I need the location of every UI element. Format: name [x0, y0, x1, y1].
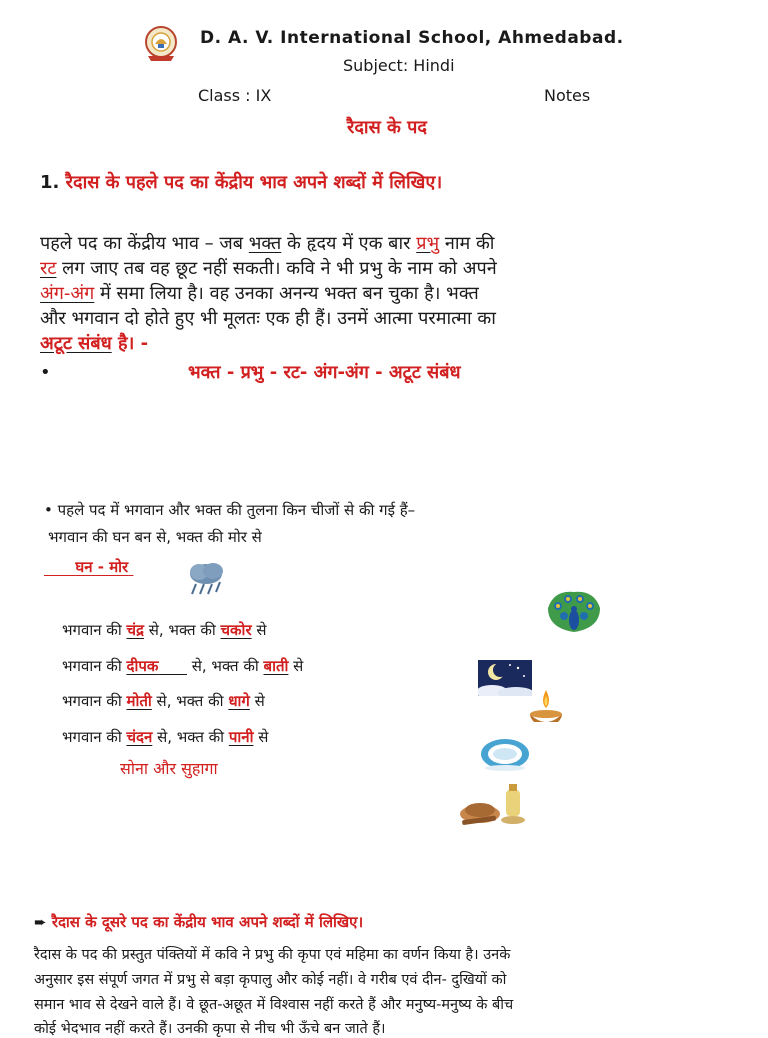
row-text: से — [249, 692, 265, 710]
row-text: से — [288, 657, 304, 675]
pair-text: घन - मोर — [75, 558, 129, 576]
god-term: दीपक — [126, 657, 159, 675]
rain-cloud-icon — [186, 560, 228, 602]
peacock-icon — [544, 588, 604, 640]
page-title: रैदास के पद — [347, 117, 427, 138]
comparison-row — [62, 656, 303, 676]
question-2-text: रैदास के दूसरे पद का केंद्रीय भाव अपने शब्दों में लिखिए। — [51, 913, 364, 931]
answer-text: के हृदय में एक बार — [281, 233, 417, 254]
row-text: भगवान की — [62, 621, 127, 639]
answer-text: नाम की — [439, 233, 495, 254]
answer2-line: समान भाव से देखने वाले हैं। वे छूत-अछूत में विश्वास नहीं करते हैं और मनुष्य-मनुष्य के बीच — [34, 997, 514, 1013]
question-2 — [34, 912, 363, 932]
devotee-term: चकोर — [220, 621, 252, 639]
bullet: • — [40, 362, 51, 383]
row-text: से, भक्त की — [186, 657, 264, 675]
pearl-bowl-icon — [478, 734, 532, 778]
answer-line — [40, 281, 479, 305]
row-text: भगवान की — [62, 657, 127, 675]
sandalwood-icon — [458, 780, 528, 830]
row-text: से, भक्त की — [143, 621, 221, 639]
devotee-term: पानी — [228, 728, 254, 746]
answer2-line: अनुसार इस संपूर्ण जगत में प्रभु से बड़ा कृपालु और कोई नहीं। वे गरीब एवं दीन- दुखियों को — [34, 972, 507, 988]
question-1 — [40, 170, 442, 194]
answer-line — [40, 331, 148, 355]
answer2-line: कोई भेदभाव नहीं करते हैं। उनकी कृपा से नीच भी ऊँचे बन जाते हैं। — [34, 1021, 386, 1037]
school-logo-icon — [140, 22, 182, 64]
answer-text: है। - — [111, 333, 149, 354]
keyword-bhakt: भक्त — [248, 233, 282, 254]
keywords-text: भक्त - प्रभु - रट- अंग-अंग - अटूट संबंध — [188, 362, 461, 383]
devotee-term: बाती — [263, 657, 289, 675]
keyword-prabhu: प्रभु — [416, 233, 440, 254]
answer2-line: रैदास के पद की प्रस्तुत पंक्तियों में कवि ने प्रभु की कृपा एवं महिमा का वर्णन किया है। उनके — [34, 947, 511, 963]
comparison-row — [62, 691, 265, 711]
subject-label: Subject: Hindi — [343, 56, 455, 75]
row-text: से, भक्त की — [151, 692, 229, 710]
comparison-question: • पहले पद में भगवान और भक्त की तुलना किन चीजों से की गई हैं– — [44, 501, 416, 519]
comparison-row — [62, 620, 267, 640]
comparison-line: भगवान की घन बन से, भक्त की मोर से — [48, 528, 262, 546]
god-term: मोती — [126, 692, 152, 710]
sona-suhaga: सोना और सुहागा — [120, 759, 218, 778]
god-term: चंदन — [126, 728, 153, 746]
keyword-ang-ang: अंग-अंग — [40, 283, 95, 304]
notes-label: Notes — [544, 86, 591, 105]
answer-line — [40, 231, 494, 255]
keyword-atoot-sambandh: अटूट संबंध — [40, 333, 112, 354]
keywords-line — [40, 360, 461, 384]
answer-line: और भगवान दो होते हुए भी मूलतः एक ही हैं। उनमें आत्मा परमात्मा का — [40, 308, 496, 329]
class-label: Class : IX — [198, 86, 272, 105]
question-1-text: रैदास के पहले पद का केंद्रीय भाव अपने शब्दों में लिखिए। — [65, 172, 443, 193]
god-term: चंद्र — [126, 621, 144, 639]
school-name: D. A. V. International School, Ahmedabad. — [200, 28, 624, 48]
comparison-row — [62, 727, 268, 747]
answer-line — [40, 256, 497, 280]
question-number: 1. — [40, 172, 60, 193]
moon-night-icon — [478, 660, 532, 700]
answer-text: पहले पद का केंद्रीय भाव – जब — [40, 233, 249, 254]
row-text: से — [251, 621, 267, 639]
row-text: से — [253, 728, 269, 746]
answer-text: लग जाए तब वह छूट नहीं सकती। कवि ने भी प्रभु के नाम को अपने — [56, 258, 497, 279]
row-text: से, भक्त की — [152, 728, 229, 746]
keyword-rat: रट — [40, 258, 57, 279]
arrow-icon: ➨ — [34, 913, 47, 931]
row-text: भगवान की — [62, 728, 127, 746]
devotee-term: धागे — [228, 692, 250, 710]
row-text: भगवान की — [62, 692, 127, 710]
oil-lamp-icon — [528, 688, 564, 736]
answer-text: में समा लिया है। वह उनका अनन्य भक्त बन चुका है। भक्त — [94, 283, 479, 304]
comparison-pair — [44, 557, 133, 577]
